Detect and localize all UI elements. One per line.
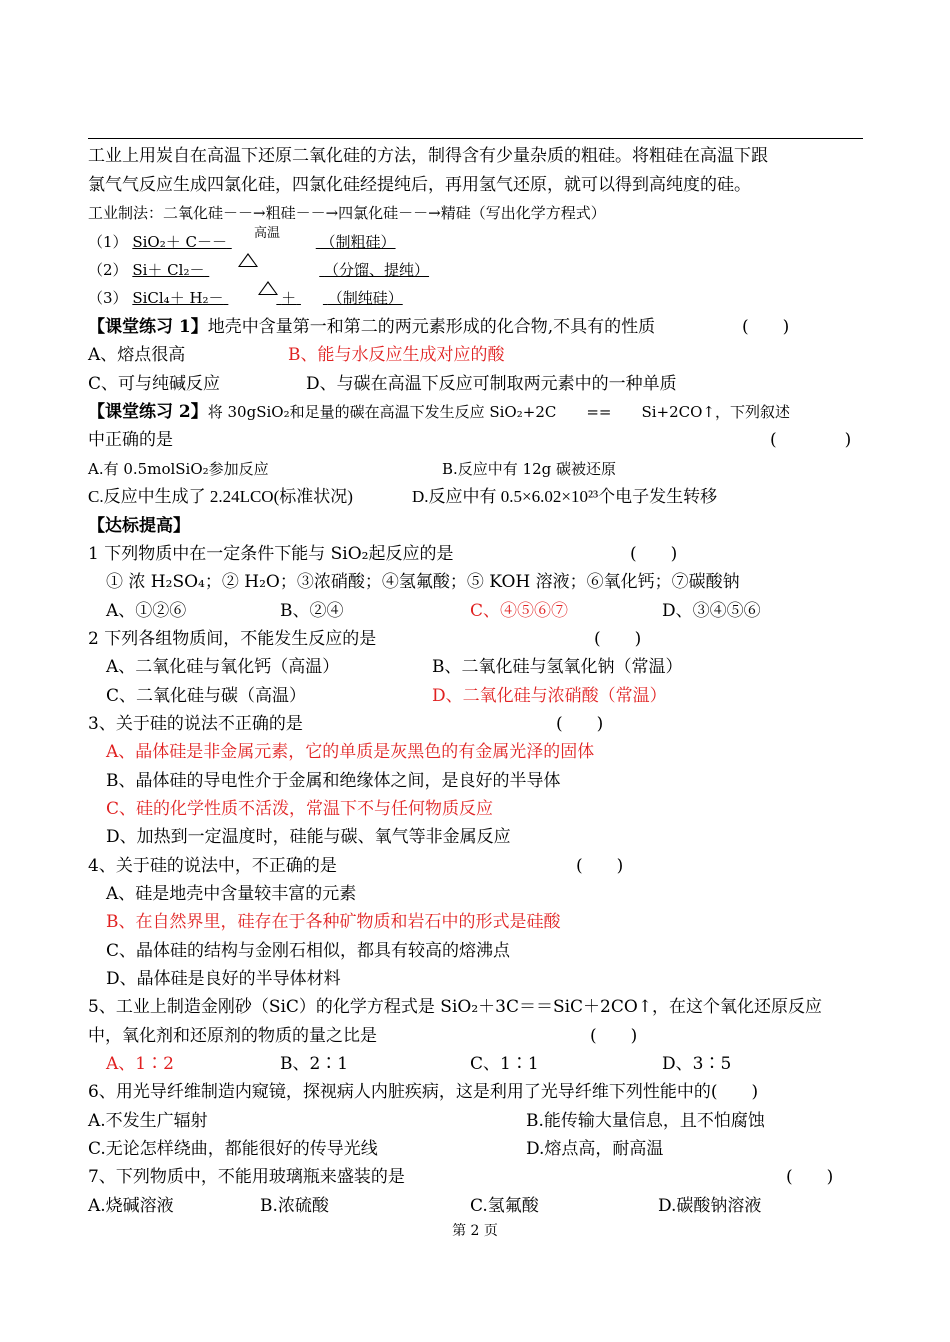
option-a: A.不发生广辐射 (88, 1111, 208, 1131)
answer-paren: ( ) (742, 317, 790, 337)
question-2-stem: 2 下列各组物质间，不能发生反应的是 (88, 629, 377, 649)
exercise-2-question-cont: 中正确的是 (88, 430, 173, 450)
option-d: D.反应中有 0.5×6.02×10²³个电子发生转移 (412, 487, 718, 506)
option-b: B、二氧化硅与氢氧化钠（常温） (432, 657, 683, 677)
option-b: B、能与水反应生成对应的酸 (288, 345, 505, 365)
answer-paren: ( ) (770, 430, 852, 450)
option-c: C、二氧化硅与碳（高温） (106, 686, 307, 706)
equation-number: （3） (88, 289, 128, 307)
exercise-2-text: 将 30gSiO₂和足量的碳在高温下发生反应 SiO₂+2C == Si+2CO↑，下列叙述 (207, 403, 790, 421)
option-b: B、2∶1 (280, 1054, 349, 1074)
equation-2 (88, 259, 432, 281)
intro-line-1: 工业上用炭自在高温下还原二氧化硅的方法，制得含有少量杂质的粗硅。将粗硅在高温下跟 (88, 146, 768, 166)
equation-plus: ＋ (281, 289, 297, 307)
intro-line-2: 氯气气反应生成四氯化硅，四氯化硅经提纯后，再用氢气还原，就可以得到高纯度的硅。 (88, 175, 751, 195)
option-a: A、1∶2 (106, 1054, 174, 1074)
option-a: A.烧碱溶液 (88, 1196, 174, 1216)
option-d: D、3∶5 (662, 1054, 732, 1074)
answer-paren: ( ) (556, 714, 604, 734)
option-b: B、在自然界里，硅存在于各种矿物质和岩石中的形式是硅酸 (106, 912, 561, 932)
question-1-stem: 1 下列物质中在一定条件下能与 SiO₂起反应的是 (88, 544, 454, 564)
option-d: D.碳酸钠溶液 (658, 1196, 762, 1216)
option-a: A、晶体硅是非金属元素，它的单质是灰黑色的有金属光泽的固体 (106, 742, 595, 762)
page-number: 第 2 页 (452, 1223, 498, 1239)
equation-answer-line (132, 259, 432, 281)
equation-number: （2） (88, 261, 128, 279)
equation-formula: Si＋ Cl₂－ (132, 261, 205, 279)
option-b: B.反应中有 12g 碳被还原 (442, 460, 617, 478)
option-c: C、硅的化学性质不活泼，常温下不与任何物质反应 (106, 799, 494, 819)
answer-paren: ( ) (594, 629, 642, 649)
equation-answer-line (132, 287, 432, 309)
option-c: C、1∶1 (470, 1054, 539, 1074)
question-7-stem: 7、下列物质中，不能用玻璃瓶来盛装的是 (88, 1167, 405, 1187)
top-rule (88, 138, 863, 139)
section-title: 【达标提高】 (88, 516, 190, 536)
intro-line-3: 工业制法：二氧化硅－－→粗硅－－→四氯化硅－－→精硅（写出化学方程式） (88, 204, 606, 222)
answer-paren: ( ) (630, 544, 678, 564)
equation-answer-line (132, 231, 432, 253)
option-d: D、晶体硅是良好的半导体材料 (106, 969, 341, 989)
equation-formula: SiO₂＋ C－－ (132, 233, 227, 251)
option-c: C.无论怎样绕曲，都能很好的传导光线 (88, 1139, 378, 1159)
equation-formula: SiCl₄＋ H₂－ (132, 289, 224, 307)
equation-note: （分馏、提纯） (324, 261, 430, 279)
answer-paren: ( ) (786, 1167, 834, 1187)
option-d: D、加热到一定温度时，硅能与碳、氧气等非金属反应 (106, 827, 511, 847)
option-d: D、二氧化硅与浓硝酸（常温） (432, 686, 667, 706)
exercise-2-question (88, 401, 790, 423)
exercise-1-question (88, 316, 655, 338)
option-c: C、晶体硅的结构与金刚石相似，都具有较高的熔沸点 (106, 941, 511, 961)
heat-triangle-icon (258, 281, 278, 295)
exercise-1-title: 【课堂练习 1】 (88, 317, 208, 337)
exercise-1-text: 地壳中含量第一和第二的两元素形成的化合物,不具有的性质 (207, 317, 656, 337)
option-c: C.反应中生成了 2.24LCO(标准状况) (88, 487, 353, 506)
option-b: B.浓硫酸 (260, 1196, 329, 1216)
question-4-stem: 4、关于硅的说法中，不正确的是 (88, 856, 337, 876)
option-a: A.有 0.5molSiO₂参加反应 (88, 460, 269, 478)
option-b: B.能传输大量信息，且不怕腐蚀 (526, 1111, 765, 1131)
option-c: C、④⑤⑥⑦ (470, 601, 569, 621)
option-b: B、晶体硅的导电性介于金属和绝缘体之间，是良好的半导体 (106, 771, 561, 791)
option-a: A、硅是地壳中含量较丰富的元素 (106, 884, 357, 904)
question-1-items: ① 浓 H₂SO₄；② H₂O；③浓硝酸；④氢氟酸；⑤ KOH 溶液；⑥氧化钙；⑦碳酸钠 (106, 572, 740, 592)
option-b: B、②④ (280, 601, 344, 621)
question-3-stem: 3、关于硅的说法不正确的是 (88, 714, 303, 734)
option-d: D.熔点高，耐高温 (526, 1139, 664, 1159)
option-d: D、与碳在高温下反应可制取两元素中的一种单质 (306, 374, 677, 394)
equation-note: （制粗硅） (320, 233, 396, 251)
option-c: C.氢氟酸 (470, 1196, 539, 1216)
option-c: C、可与纯碱反应 (88, 374, 221, 394)
condition-high-temp: 高温 (254, 226, 281, 241)
equation-number: （1） (88, 233, 128, 251)
option-d: D、③④⑤⑥ (662, 601, 761, 621)
question-6-stem: 6、用光导纤维制造内窥镜，探视病人内脏疾病，这是利用了光导纤维下列性能中的( ) (88, 1082, 759, 1102)
option-a: A、熔点很高 (88, 345, 186, 365)
answer-paren: ( ) (590, 1026, 638, 1046)
option-a: A、①②⑥ (106, 601, 187, 621)
heat-triangle-icon (238, 253, 258, 267)
question-5-stem: 5、工业上制造金刚砂（SiC）的化学方程式是 SiO₂＋3C＝＝SiC＋2CO↑，在这个氧化还原反应 (88, 997, 823, 1017)
question-5-stem-cont: 中，氧化剂和还原剂的物质的量之比是 (88, 1026, 377, 1046)
answer-paren: ( ) (576, 856, 624, 876)
exercise-2-title: 【课堂练习 2】 (88, 402, 208, 422)
option-a: A、二氧化硅与氧化钙（高温） (106, 657, 340, 677)
equation-note: （制纯硅） (327, 289, 403, 307)
